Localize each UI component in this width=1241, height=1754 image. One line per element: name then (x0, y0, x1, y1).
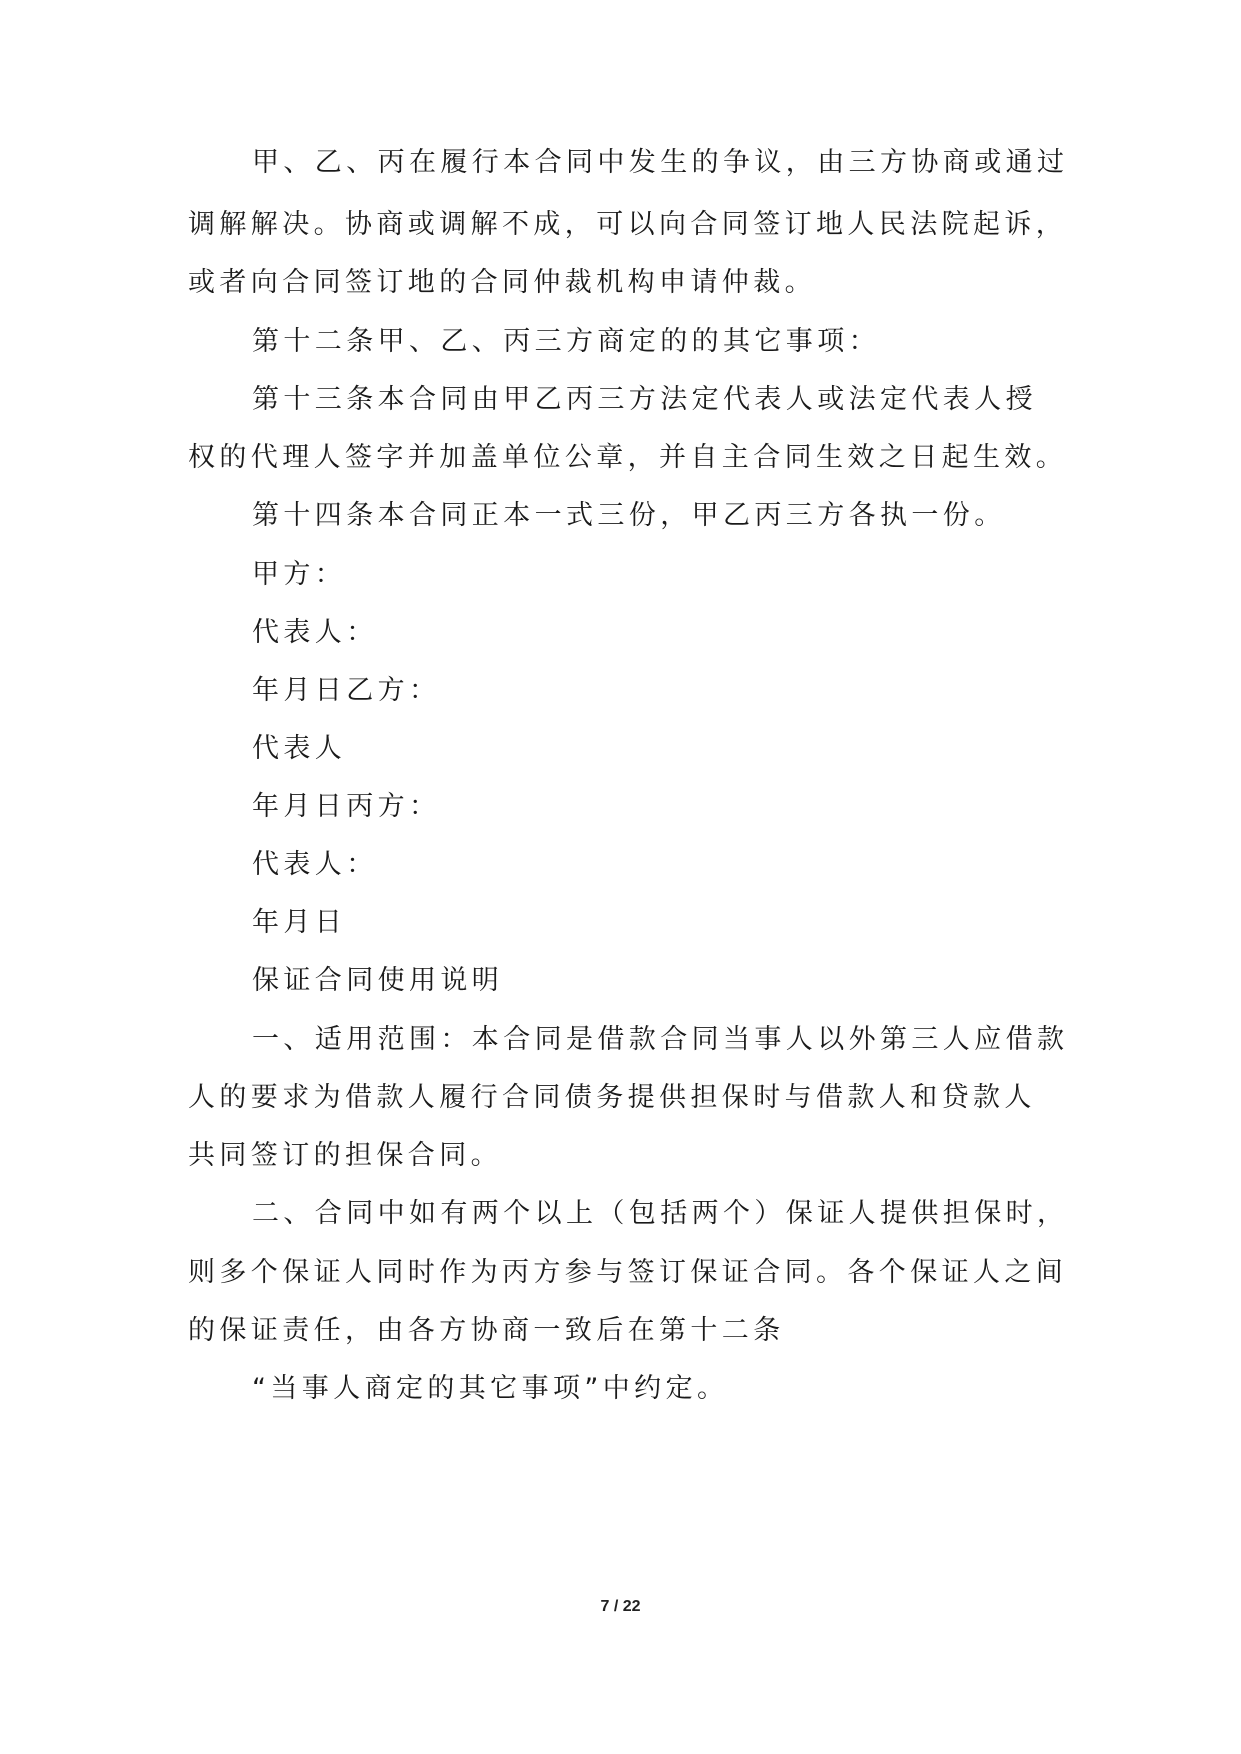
paragraph-line: 则多个保证人同时作为丙方参与签订保证合同。各个保证人之间 (188, 1257, 1068, 1288)
section-heading: 保证合同使用说明 (252, 965, 504, 996)
signature-label: 代表人 (252, 733, 347, 764)
paragraph-line: 第十三条本合同由甲乙丙三方法定代表人或法定代表人授 (252, 384, 1037, 415)
signature-label: 甲方： (252, 559, 347, 590)
paragraph-line: 共同签订的担保合同。 (188, 1140, 502, 1171)
signature-label: 代表人： (252, 849, 378, 880)
paragraph-line: 二、合同中如有两个以上（包括两个）保证人提供担保时， (252, 1198, 1069, 1229)
paragraph-line: 的保证责任，由各方协商一致后在第十二条 (188, 1315, 785, 1346)
signature-label: 年月日 (252, 907, 347, 938)
paragraph-line: “当事人商定的其它事项”中约定。 (252, 1373, 729, 1404)
paragraph-line: 权的代理人签字并加盖单位公章，并自主合同生效之日起生效。 (188, 442, 1068, 473)
paragraph-line: 调解解决。协商或调解不成，可以向合同签订地人民法院起诉， (188, 209, 1068, 240)
signature-label: 代表人： (252, 617, 378, 648)
paragraph-line: 第十四条本合同正本一式三份，甲乙丙三方各执一份。 (252, 500, 1006, 531)
page-number: 7 / 22 (600, 1598, 641, 1615)
paragraph-line: 人的要求为借款人履行合同债务提供担保时与借款人和贷款人 (188, 1082, 1036, 1113)
paragraph-line: 甲、乙、丙在履行本合同中发生的争议，由三方协商或通过 (252, 147, 1069, 178)
paragraph-line: 一、适用范围：本合同是借款合同当事人以外第三人应借款 (252, 1024, 1069, 1055)
signature-label: 年月日丙方： (252, 791, 441, 822)
signature-label: 年月日乙方： (252, 675, 441, 706)
paragraph-line: 或者向合同签订地的合同仲裁机构申请仲裁。 (188, 267, 816, 298)
paragraph-line: 第十二条甲、乙、丙三方商定的的其它事项： (252, 326, 880, 357)
